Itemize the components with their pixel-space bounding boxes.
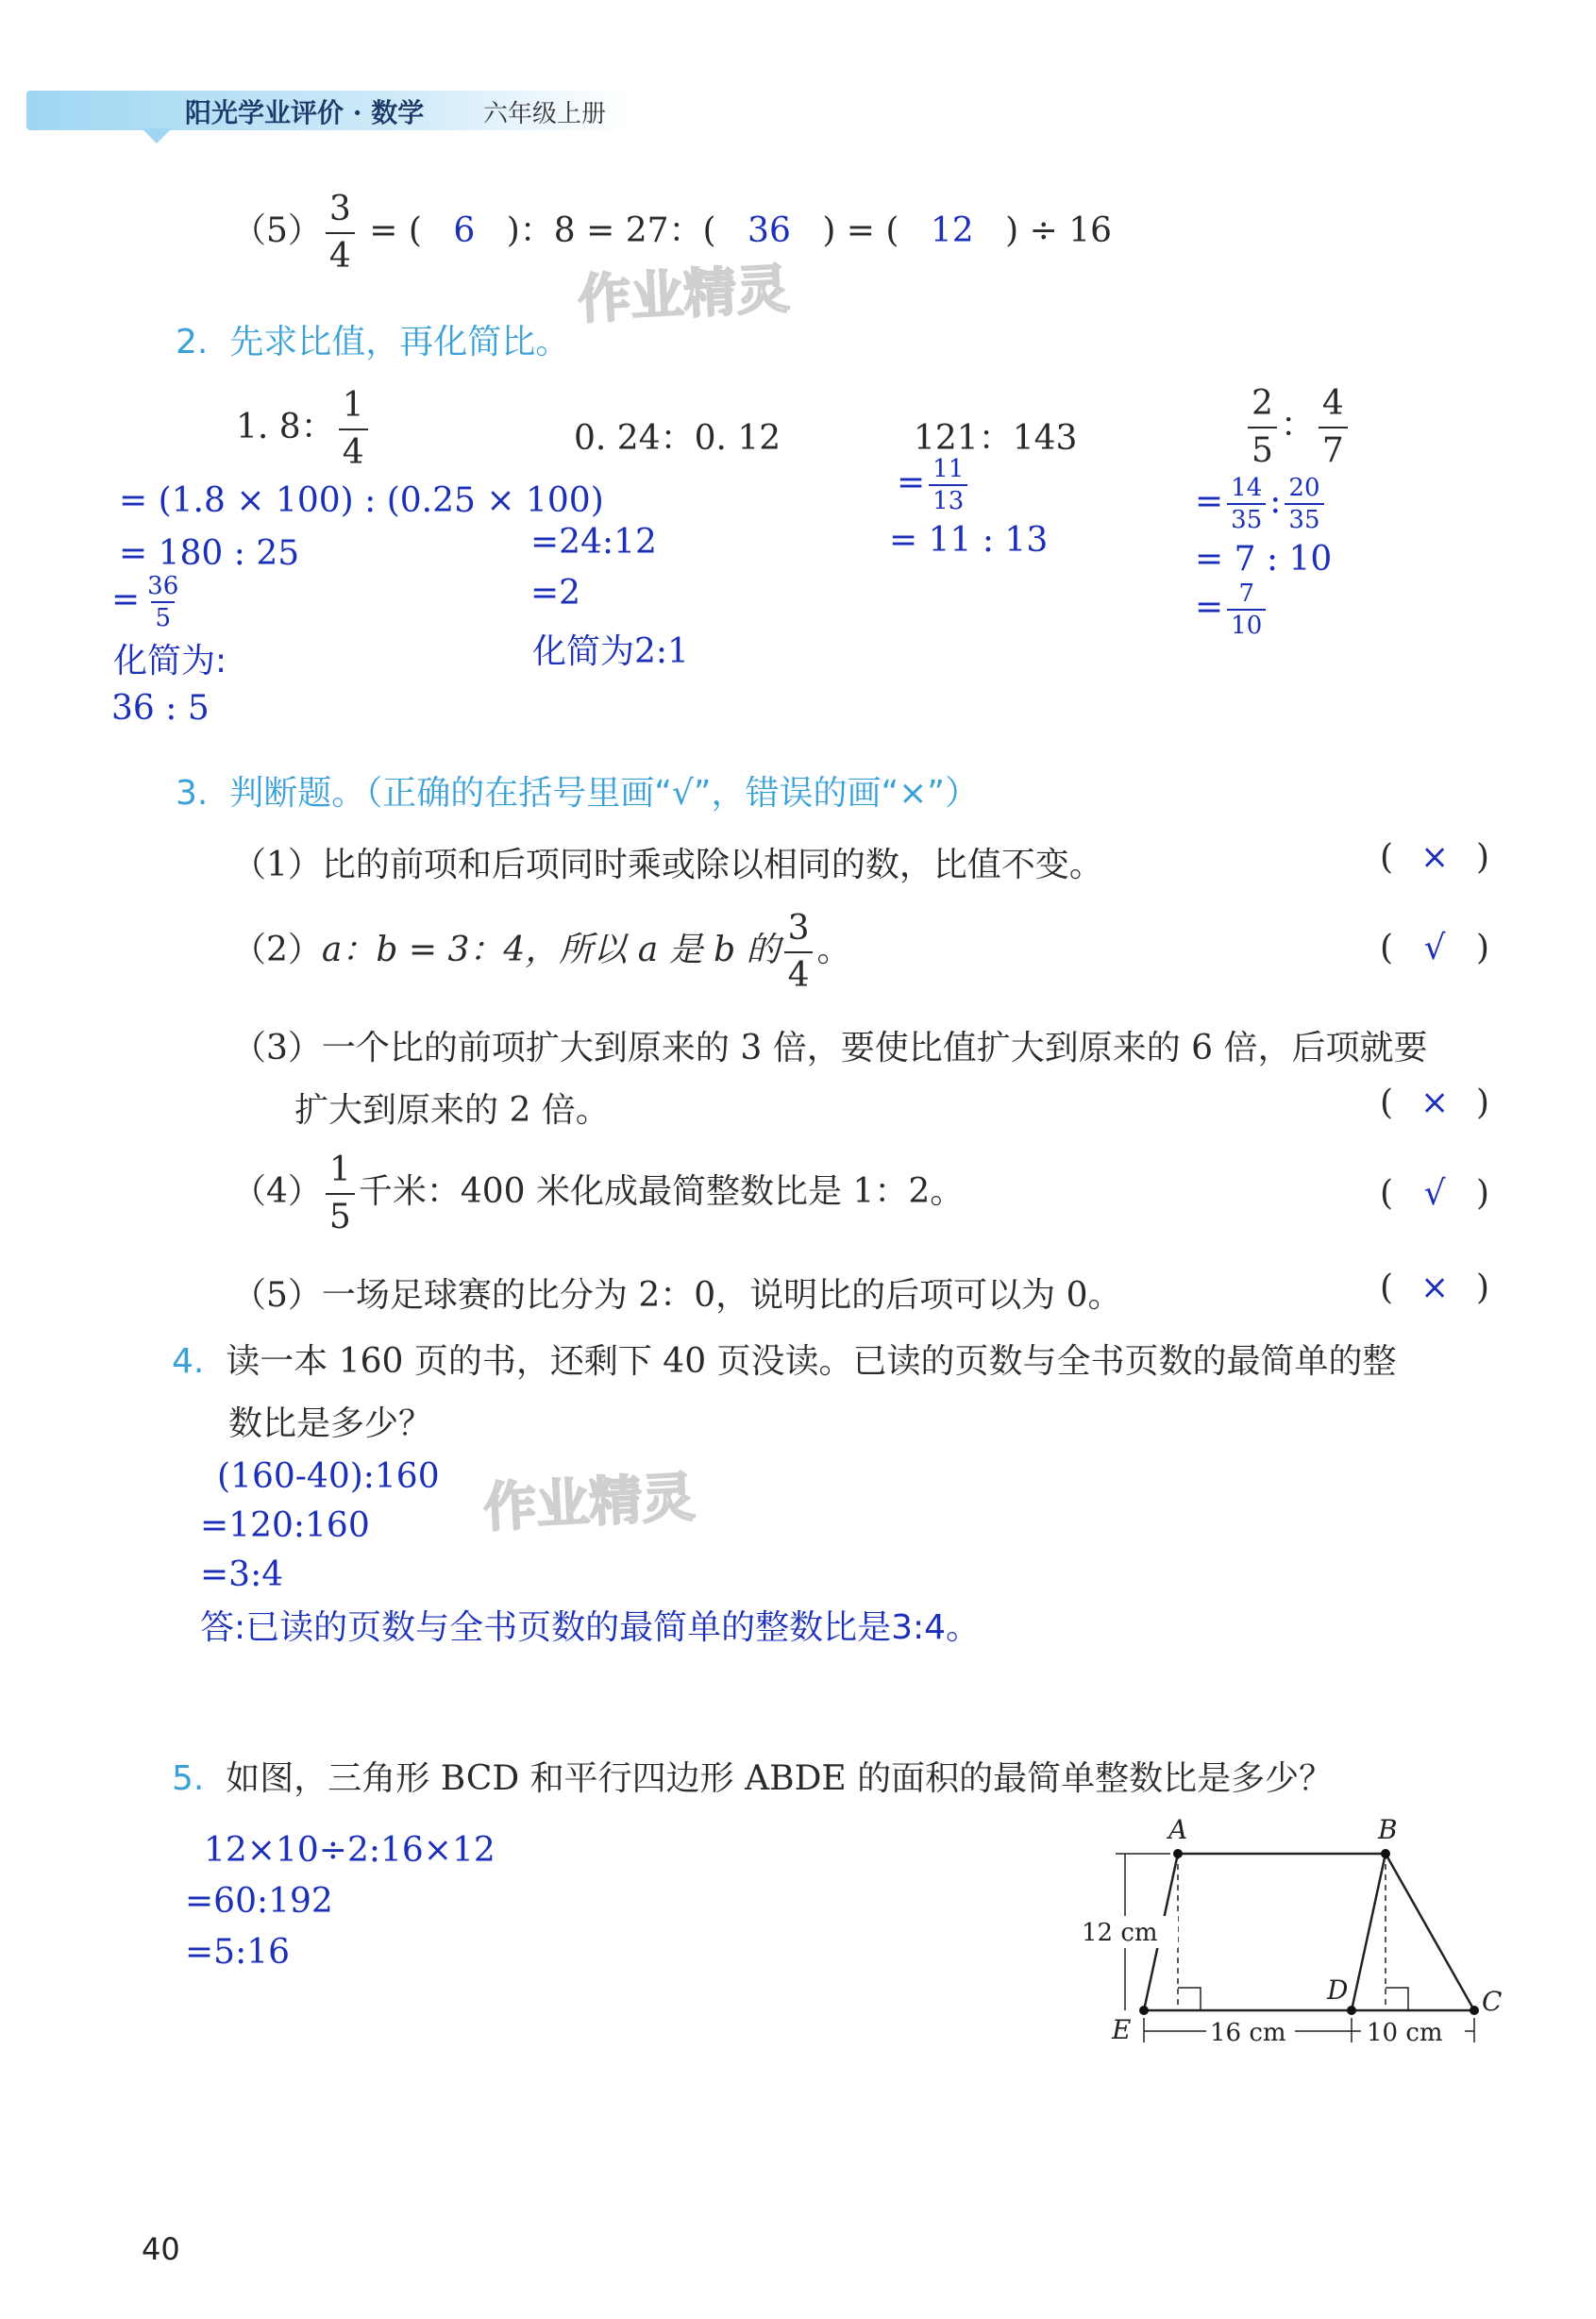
denominator: 35: [1227, 503, 1266, 532]
q3-answer-3: [1380, 1084, 1489, 1122]
q3-item-text: a：b = 3：4，所以 a 是 b 的: [321, 931, 781, 969]
paren-close: ): [1476, 1084, 1490, 1122]
denominator: 35: [1285, 503, 1323, 532]
paren-close: ): [1476, 838, 1490, 877]
q3-item-5: [232, 1269, 1122, 1317]
q3-item-label: （3）: [232, 1029, 322, 1067]
q2-p4-ans-3: [1195, 581, 1269, 638]
q1-5-answer-3: 12: [930, 211, 974, 250]
numerator: 36: [147, 572, 179, 600]
q4-number: 4.: [172, 1342, 205, 1381]
denominator: 13: [929, 484, 967, 513]
q2-p1-lead: 1. 8：: [236, 408, 335, 446]
q2-p4-ans-2: = 7 : 10: [1195, 540, 1333, 579]
point-d: [1347, 2006, 1356, 2015]
q4-ans-4: 答:已读的页数与全书页数的最简单的整数比是3:4。: [200, 1608, 981, 1647]
label-b: B: [1378, 1814, 1398, 1845]
q1-5-text: = (: [369, 211, 422, 250]
answer-mark: √: [1423, 1174, 1446, 1213]
equals: =: [111, 580, 141, 619]
denominator: 4: [339, 429, 368, 470]
label-a: A: [1168, 1814, 1188, 1845]
q2-p2-ans-1: =24:12: [530, 523, 657, 562]
numerator: 7: [1238, 580, 1254, 608]
paren-close: ): [1476, 1269, 1490, 1307]
q1-5-line: [232, 190, 1113, 276]
label-e: E: [1112, 2014, 1132, 2045]
q4-ans-2: =120:160: [200, 1506, 370, 1545]
q2-p1-fraction: [339, 386, 368, 472]
q2-heading: [176, 315, 569, 363]
q2-number: 2.: [176, 323, 209, 361]
q3-item-3-line2: 扩大到原来的 2 倍。: [294, 1091, 610, 1130]
q2-p1-ans-2: = 180 : 25: [119, 534, 300, 573]
q4-ans-3: =3:4: [200, 1555, 284, 1594]
numerator: 2: [1252, 384, 1273, 423]
q3-item-tail: 。: [816, 931, 851, 969]
q5-ans-3: =5:16: [185, 1933, 291, 1972]
denominator: 4: [326, 232, 355, 274]
q4-ans-1: (160-40):160: [217, 1457, 440, 1496]
numerator: 1: [328, 1151, 351, 1189]
numerator: 11: [932, 455, 965, 483]
point-e: [1139, 2006, 1149, 2015]
q1-5-label: （5）: [232, 211, 322, 250]
q3-item-label: （2）: [232, 931, 322, 969]
watermark: 作业精灵: [481, 1467, 697, 1539]
paren-close: ): [1476, 1174, 1490, 1213]
denominator: 10: [1227, 609, 1266, 638]
q5-figure: [1067, 1810, 1520, 2056]
paren-open: (: [1380, 838, 1394, 877]
q3-item-text: 千米：400 米化成最简整数比是 1：2。: [358, 1172, 965, 1211]
q2-p3-ans-2: = 11 : 13: [889, 521, 1049, 560]
paren-open: (: [1380, 1269, 1394, 1307]
equals: =: [897, 463, 926, 502]
q3-item-text: 一场足球赛的比分为 2：0，说明比的后项可以为 0。: [321, 1276, 1122, 1315]
header-grade: 六年级上册: [483, 100, 607, 128]
answer-mark: √: [1423, 929, 1446, 967]
q3-item-4: [232, 1153, 964, 1235]
q5-line: [172, 1752, 1333, 1800]
q5-ans-1: 12×10÷2:16×12: [204, 1831, 496, 1870]
q2-p1-result-fraction: [143, 574, 182, 630]
q1-5-text: )：8 = 27：(: [506, 211, 716, 250]
q1-5-text: ) ÷ 16: [1005, 211, 1113, 250]
q2-p1-problem: [236, 386, 372, 472]
right-angle-mark: [1178, 1988, 1201, 2010]
point-c: [1470, 2006, 1479, 2015]
q3-answer-4: [1380, 1174, 1489, 1213]
header-banner-notch: [142, 128, 172, 143]
q2-p2-ans-3: 化简为2:1: [532, 632, 689, 671]
numerator: 3: [328, 190, 351, 228]
q2-p4-ans-fraction-1: [1227, 476, 1266, 532]
q1-5-fraction: [326, 190, 355, 276]
q3-item-2-fraction: [784, 909, 814, 995]
q3-answer-1: [1380, 838, 1489, 877]
q2-p4-ans-1: = $\frac{14}{35}$ : $\frac{20}{35}$: [1195, 476, 1328, 532]
q2-p1-ans-1: = (1.8 × 100) : (0.25 × 100): [119, 481, 604, 520]
answer-mark: ×: [1420, 1269, 1450, 1307]
label-base-10: 10 cm: [1367, 2019, 1443, 2047]
colon: ：: [1280, 406, 1315, 445]
q2-p3-problem: 121：143: [914, 419, 1078, 458]
q2-p4-fraction-1: [1248, 384, 1277, 470]
denominator: 4: [784, 951, 814, 993]
q2-p2-problem: 0. 24：0. 12: [574, 419, 781, 458]
paren-open: (: [1380, 1084, 1394, 1122]
denominator: 5: [151, 601, 175, 630]
equals: =: [1195, 482, 1224, 521]
q2-p3-fraction: [929, 457, 967, 513]
point-a: [1173, 1849, 1183, 1858]
denominator: 5: [1248, 427, 1277, 468]
numerator: 14: [1231, 474, 1263, 502]
watermark: 作业精灵: [576, 259, 791, 331]
denominator: 7: [1319, 427, 1348, 468]
q3-item-text: 一个比的前项扩大到原来的 3 倍，要使比值扩大到原来的 6 倍，后项就要: [321, 1029, 1428, 1067]
q1-5-answer-1: 6: [453, 211, 476, 250]
q4-text: 读一本 160 页的书，还剩下 40 页没读。已读的页数与全书页数的最简单的整: [226, 1342, 1397, 1381]
q2-title: 先求比值，再化简比。: [229, 323, 570, 361]
numerator: 4: [1321, 384, 1344, 423]
q3-answer-2: [1380, 929, 1489, 967]
label-height: 12 cm: [1082, 1919, 1158, 1947]
label-c: C: [1482, 1986, 1503, 2017]
q3-heading: [176, 766, 979, 815]
q5-number: 5.: [172, 1759, 205, 1798]
q3-item-text: 比的前项和后项同时乘或除以相同的数，比值不变。: [321, 846, 1103, 884]
q2-p4-ans-fraction-2: [1285, 476, 1323, 532]
numerator: 20: [1288, 474, 1320, 502]
answer-mark: ×: [1420, 1084, 1450, 1122]
paren-open: (: [1380, 929, 1394, 967]
q3-answer-5: [1380, 1269, 1489, 1307]
q2-p4-fraction-2: [1319, 384, 1348, 470]
q4-line-1: [172, 1335, 1397, 1383]
q1-5-answer-2: 36: [748, 211, 791, 250]
q5-ans-2: =60:192: [185, 1882, 333, 1921]
q3-item-label: （1）: [232, 846, 322, 884]
label-d: D: [1327, 1975, 1349, 2006]
q3-item-1: [232, 838, 1103, 886]
q3-item-label: （5）: [232, 1276, 322, 1315]
paren-close: ): [1476, 929, 1490, 967]
q3-title: 判断题。（正确的在括号里画“√”，错误的画“×”）: [229, 774, 979, 813]
q2-p3-ans-1: [897, 457, 971, 513]
q2-p1-ans-4: 化简为:: [113, 642, 227, 681]
q2-p4-result-fraction: [1227, 581, 1266, 638]
denominator: 5: [326, 1193, 355, 1235]
point-b: [1381, 1849, 1390, 1858]
equals: =: [1195, 588, 1224, 627]
label-base-16: 16 cm: [1210, 2019, 1286, 2047]
q3-item-4-fraction: [326, 1153, 355, 1235]
q2-p4-problem: [1244, 384, 1352, 470]
q3-item-label: （4）: [232, 1172, 322, 1211]
q3-item-2: [232, 909, 851, 995]
q2-p2-ans-2: =2: [530, 574, 581, 613]
q5-text: 如图，三角形 BCD 和平行四边形 ABDE 的面积的最简单整数比是多少？: [226, 1759, 1334, 1798]
header-series: 阳光学业评价 · 数学: [185, 97, 425, 128]
q3-item-3: [232, 1021, 1428, 1069]
numerator: 1: [342, 386, 364, 425]
page-number: 40: [142, 2231, 180, 2267]
segment-bc: [1386, 1854, 1474, 2010]
q3-number: 3.: [176, 774, 209, 813]
answer-mark: ×: [1420, 838, 1450, 877]
segment-bd: [1352, 1854, 1386, 2010]
right-angle-mark: [1386, 1988, 1408, 2010]
q1-5-text: ) = (: [822, 211, 899, 250]
q4-line-2: 数比是多少？: [228, 1404, 433, 1443]
numerator: 3: [787, 909, 810, 948]
paren-open: (: [1380, 1174, 1394, 1213]
q2-p1-ans-3: [111, 574, 186, 630]
q2-p1-ans-5: 36 : 5: [111, 689, 210, 728]
